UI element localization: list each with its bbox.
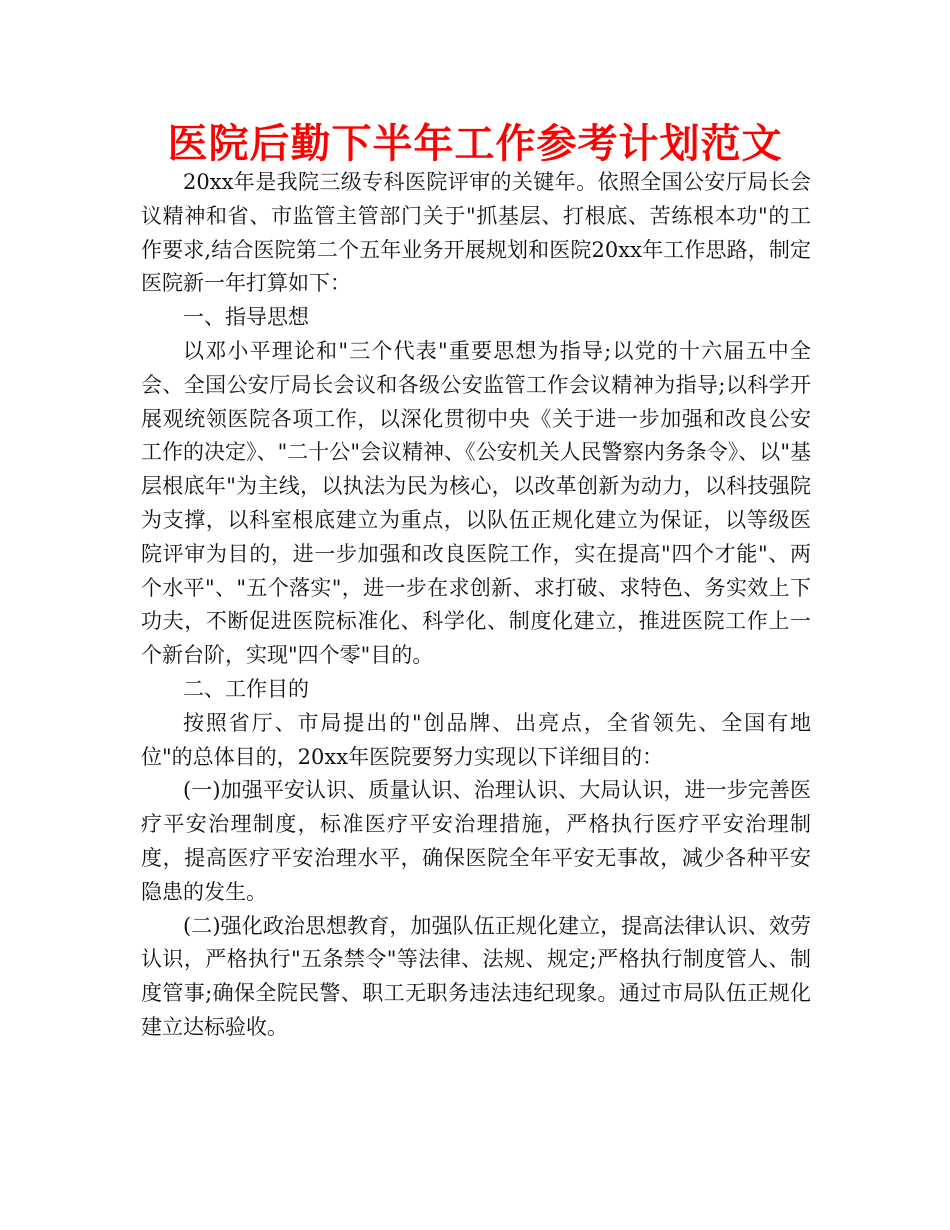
document-body xyxy=(141,166,811,1045)
section-heading-work-goals: 二、工作目的 xyxy=(183,676,309,701)
document-title: 医院后勤下半年工作参考计划范文 xyxy=(167,121,783,167)
paragraph-goal-1: (一)加强平安认识、质量认识、治理认识、大局认识，进一步完善医疗平安治理制度，标准医疗平安治理措施，严格执行医疗平安治理制度，提高医疗平安治理水平，确保医院全年平安无事故，减少各种平安隐患的发生。 xyxy=(141,778,811,904)
paragraph-goal-2: (二)强化政治思想教育，加强队伍正规化建立，提高法律认识、效劳认识，严格执行"五条禁令"等法律、法规、规定;严格执行制度管人、制度管事;确保全院民警、职工无职务违法违纪现象。通过市局队伍正规化建立达标验收。 xyxy=(141,913,811,1039)
paragraph-guiding-thought: 以邓小平理论和"三个代表"重要思想为指导;以党的十六届五中全会、全国公安厅局长会议和各级公安监管工作会议精神为指导;以科学开展观统领医院各项工作，以深化贯彻中央《关于进一步加强和改良公安工作的决定》、"二十公"会议精神、《公安机关人民警察内务条令》、以"基层根底年"为主线，以执法为民为核心，以改革创新为动力，以科技强院为支撑，以科室根底建立为重点，以队伍正规化建立为保证，以等级医院评审为目的，进一步加强和改良医院工作，实在提高"四个才能"、两个水平"、"五个落实"，进一步在求创新、求打破、求特色、务实效上下功夫，不断促进医院标准化、科学化、制度化建立，推进医院工作上一个新台阶，实现"四个零"目的。 xyxy=(141,338,811,668)
paragraph-overall-goal: 按照省厅、市局提出的"创品牌、出亮点，全省领先、全国有地位"的总体目的，20xx年医院要努力实现以下详细目的： xyxy=(141,710,811,769)
section-heading-guiding-thought: 一、指导思想 xyxy=(183,305,309,330)
paragraph-intro: 20xx年是我院三级专科医院评审的关键年。依照全国公安厅局长会议精神和省、市监管主管部门关于"抓基层、打根底、苦练根本功"的工作要求,结合医院第二个五年业务开展规划和医院20xx年工作思路，制定医院新一年打算如下： xyxy=(141,170,811,296)
